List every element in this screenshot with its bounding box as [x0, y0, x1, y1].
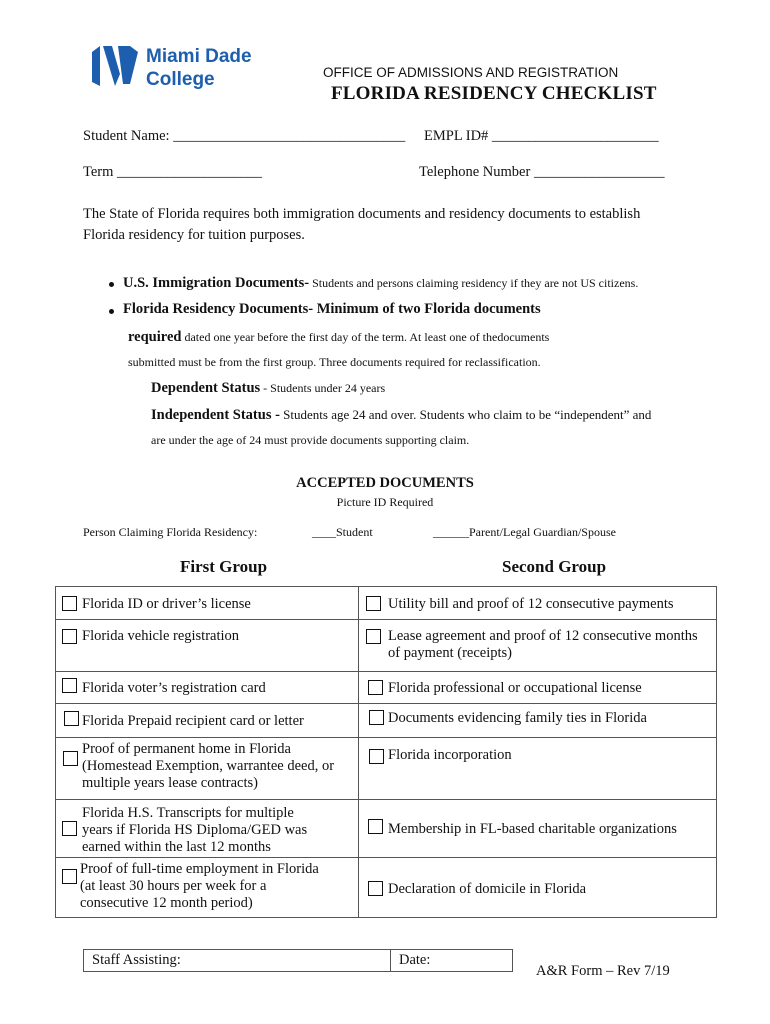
document-label: Florida ID or driver’s license	[82, 596, 251, 612]
document-label: Florida incorporation	[388, 747, 512, 763]
first-group-cell	[56, 858, 359, 918]
required-word: required	[128, 329, 182, 345]
document-label: Proof of permanent home in Florida	[82, 741, 291, 757]
document-label: (Homestead Exemption, warrantee deed, or	[82, 758, 335, 774]
table-row	[56, 620, 717, 672]
document-label: earned within the last 12 months	[82, 839, 271, 855]
dependent-status-label: Dependent Status	[151, 380, 261, 396]
document-label: Documents evidencing family ties in Florida	[388, 710, 647, 726]
second-group-cell	[359, 704, 717, 738]
document-label: Florida voter’s registration card	[82, 680, 266, 696]
document-label: Utility bill and proof of 12 consecutive payments	[388, 596, 674, 612]
table-row	[56, 587, 717, 620]
document-label: Florida professional or occupational license	[388, 680, 642, 696]
immigration-bullet	[123, 274, 638, 292]
table-row	[56, 704, 717, 738]
document-label: consecutive 12 month period)	[80, 895, 253, 911]
second-group-cell	[359, 800, 717, 858]
dependent-status-line	[151, 379, 385, 397]
logo-text-line2: College	[146, 69, 215, 90]
accepted-documents-heading: ACCEPTED DOCUMENTS	[296, 475, 474, 491]
immigration-heading: U.S. Immigration Documents-	[123, 275, 310, 291]
immigration-text: Students and persons claiming residency if they are not US citizens.	[309, 276, 639, 290]
first-group-cell	[56, 587, 359, 620]
picture-id-note: Picture ID Required	[336, 495, 434, 509]
residency-bullet	[123, 301, 541, 318]
documents-table	[55, 586, 717, 918]
independent-status-text-2: are under the age of 24 must provide documents supporting claim.	[151, 433, 470, 447]
document-label: Lease agreement and proof of 12 consecutive months	[388, 628, 698, 644]
first-group-cell	[56, 672, 359, 704]
page-title: FLORIDA RESIDENCY CHECKLIST	[331, 83, 657, 104]
document-label: (at least 30 hours per week for a	[80, 878, 267, 894]
independent-status-label: Independent Status -	[151, 407, 280, 423]
residency-minimum: - Minimum of two Florida documents	[308, 301, 541, 317]
telephone-field[interactable]: Telephone Number __________________	[419, 164, 665, 180]
form-revision: A&R Form – Rev 7/19	[536, 963, 670, 979]
table-row	[56, 858, 717, 918]
term-field[interactable]: Term ____________________	[83, 164, 263, 180]
intro-line-1: The State of Florida requires both immigration documents and residency documents to establish	[83, 206, 641, 222]
first-group-heading: First Group	[180, 557, 268, 576]
document-label: Declaration of domicile in Florida	[388, 881, 587, 897]
document-label: Florida vehicle registration	[82, 628, 240, 644]
logo-mark-icon	[92, 44, 142, 90]
college-logo	[92, 44, 262, 94]
intro-line-2: Florida residency for tuition purposes.	[83, 227, 305, 243]
logo-text-line1: Miami Dade	[146, 46, 252, 67]
independent-status-line	[151, 406, 651, 424]
table-row	[56, 672, 717, 704]
document-label: Membership in FL-based charitable organizations	[388, 821, 677, 837]
staff-table	[83, 949, 513, 972]
document-label: multiple years lease contracts)	[82, 775, 258, 791]
second-group-cell	[359, 620, 717, 672]
claimant-label: Person Claiming Florida Residency:	[83, 525, 258, 539]
student-option[interactable]: ____Student	[312, 525, 373, 539]
second-group-cell	[359, 587, 717, 620]
guardian-option[interactable]: ______Parent/Legal Guardian/Spouse	[433, 525, 616, 539]
date-field[interactable]: Date:	[391, 950, 513, 972]
document-label: years if Florida HS Diploma/GED was	[82, 822, 308, 838]
office-name: OFFICE OF ADMISSIONS AND REGISTRATION	[323, 65, 619, 80]
first-group-cell	[56, 800, 359, 858]
document-label: Proof of full-time employment in Florida	[80, 861, 319, 877]
document-label: Florida Prepaid recipient card or letter	[82, 713, 304, 729]
table-row	[56, 738, 717, 800]
student-name-field[interactable]: Student Name: ________________________________	[83, 128, 406, 144]
second-group-heading: Second Group	[502, 557, 607, 576]
first-group-cell	[56, 620, 359, 672]
required-line	[128, 328, 549, 346]
residency-heading: Florida Residency Documents	[123, 301, 309, 317]
document-label: Florida H.S. Transcripts for multiple	[82, 805, 294, 821]
first-group-cell	[56, 704, 359, 738]
document-label: of payment (receipts)	[388, 645, 513, 661]
empl-id-field[interactable]: EMPL ID# _______________________	[424, 128, 659, 144]
staff-assisting-field[interactable]: Staff Assisting:	[84, 950, 391, 972]
submitted-line: submitted must be from the first group. Three documents required for reclassification.	[128, 355, 541, 369]
independent-status-text: Students age 24 and over. Students who claim to be “independent” and	[279, 407, 652, 422]
bullet-icon	[109, 309, 114, 314]
second-group-cell	[359, 738, 717, 800]
second-group-cell	[359, 858, 717, 918]
table-row	[56, 800, 717, 858]
required-text: dated one year before the first day of the term. At least one of thedocuments	[181, 330, 550, 344]
bullet-icon	[109, 282, 114, 287]
dependent-status-text: - Students under 24 years	[260, 381, 386, 395]
second-group-cell	[359, 672, 717, 704]
first-group-cell	[56, 738, 359, 800]
